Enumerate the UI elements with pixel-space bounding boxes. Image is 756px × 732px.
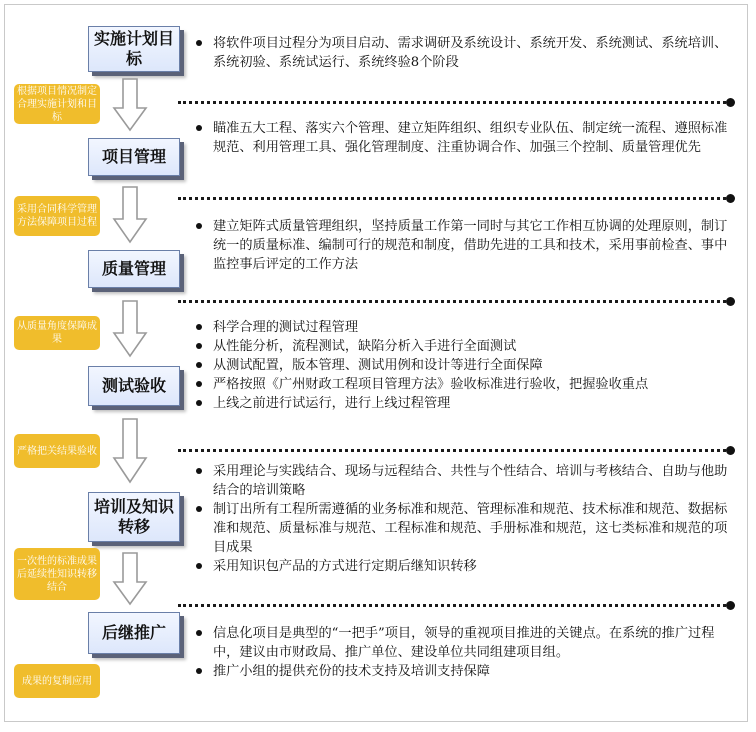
phase-follow-up-promotion: 后继推广 (88, 612, 180, 654)
separator-end-dot (726, 194, 735, 203)
separator-end-dot (726, 446, 735, 455)
desc-project-management (196, 119, 736, 157)
desc-item: 将软件项目过程分为项目启动、需求调研及系统设计、系统开发、系统测试、系统培训、系统初验、系统试运行、系统终验8个阶段 (196, 34, 736, 72)
phase-project-management: 项目管理 (88, 138, 180, 176)
note-plan-goal: 根据项目情况制定合理实施计划和目标 (14, 84, 100, 124)
desc-item: 推广小组的提供充份的技术支持及培训支持保障 (196, 662, 736, 681)
phase-plan-goal: 实施计划目标 (88, 26, 180, 72)
desc-training-knowledge-transfer (196, 462, 736, 576)
note-strict-acceptance: 严格把关结果验收 (14, 434, 100, 468)
note-contract-management: 采用合同科学管理方法保障项目过程 (14, 196, 100, 236)
desc-item: 信息化项目是典型的“一把手”项目，领导的重视项目推进的关键点。在系统的推广过程中，建议由市财政局、推广单位、建设单位共同组建项目组。 (196, 624, 736, 662)
dotted-separator (178, 449, 726, 452)
dotted-separator (178, 604, 726, 607)
dotted-separator (178, 300, 726, 303)
desc-item: 严格按照《广州财政工程项目管理方法》验收标准进行验收，把握验收重点 (196, 375, 736, 394)
down-arrow-icon (112, 552, 148, 606)
desc-item: 从性能分析，流程测试，缺陷分析入手进行全面测试 (196, 337, 736, 356)
down-arrow-icon (112, 418, 148, 484)
desc-item: 瞄准五大工程、落实六个管理、建立矩阵组织、组织专业队伍、制定统一流程、遵照标准规范、利用管理工具、强化管理制度、注重协调合作、加强三个控制、质量管理优先 (196, 119, 736, 157)
desc-plan-goal (196, 34, 736, 72)
separator-end-dot (726, 601, 735, 610)
phase-quality-management: 质量管理 (88, 250, 180, 288)
desc-item: 上线之前进行试运行，进行上线过程管理 (196, 394, 736, 413)
desc-item: 从测试配置，版本管理、测试用例和设计等进行全面保障 (196, 356, 736, 375)
note-knowledge-transfer: 一次性的标准成果后延续性知识转移结合 (14, 548, 100, 600)
down-arrow-icon (112, 186, 148, 244)
desc-item: 采用理论与实践结合、现场与远程结合、共性与个性结合、培训与考核结合、自助与他助结合的培训策略 (196, 462, 736, 500)
phase-test-acceptance: 测试验收 (88, 366, 180, 406)
dotted-separator (178, 197, 726, 200)
desc-follow-up-promotion (196, 624, 736, 681)
note-replication: 成果的复制应用 (14, 664, 100, 698)
down-arrow-icon (112, 300, 148, 358)
desc-item: 建立矩阵式质量管理组织，坚持质量工作第一同时与其它工作相互协调的处理原则，制订统一的质量标准、编制可行的规范和制度，借助先进的工具和技术，采用事前检查、事中监控事后评定的工作方法 (196, 217, 736, 274)
separator-end-dot (726, 297, 735, 306)
separator-end-dot (726, 98, 735, 107)
phase-training-knowledge-transfer: 培训及知识转移 (88, 492, 180, 542)
desc-item: 科学合理的测试过程管理 (196, 318, 736, 337)
down-arrow-icon (112, 78, 148, 132)
desc-item: 采用知识包产品的方式进行定期后继知识转移 (196, 557, 736, 576)
dotted-separator (178, 101, 726, 104)
desc-test-acceptance (196, 318, 736, 413)
desc-item: 制订出所有工程所需遵循的业务标准和规范、管理标准和规范、技术标准和规范、数据标准和规范、质量标准与规范、工程标准和规范、手册标准和规范，这七类标准和规范的项目成果 (196, 500, 736, 557)
note-quality-assurance: 从质量角度保障成果 (14, 316, 100, 350)
desc-quality-management (196, 217, 736, 274)
